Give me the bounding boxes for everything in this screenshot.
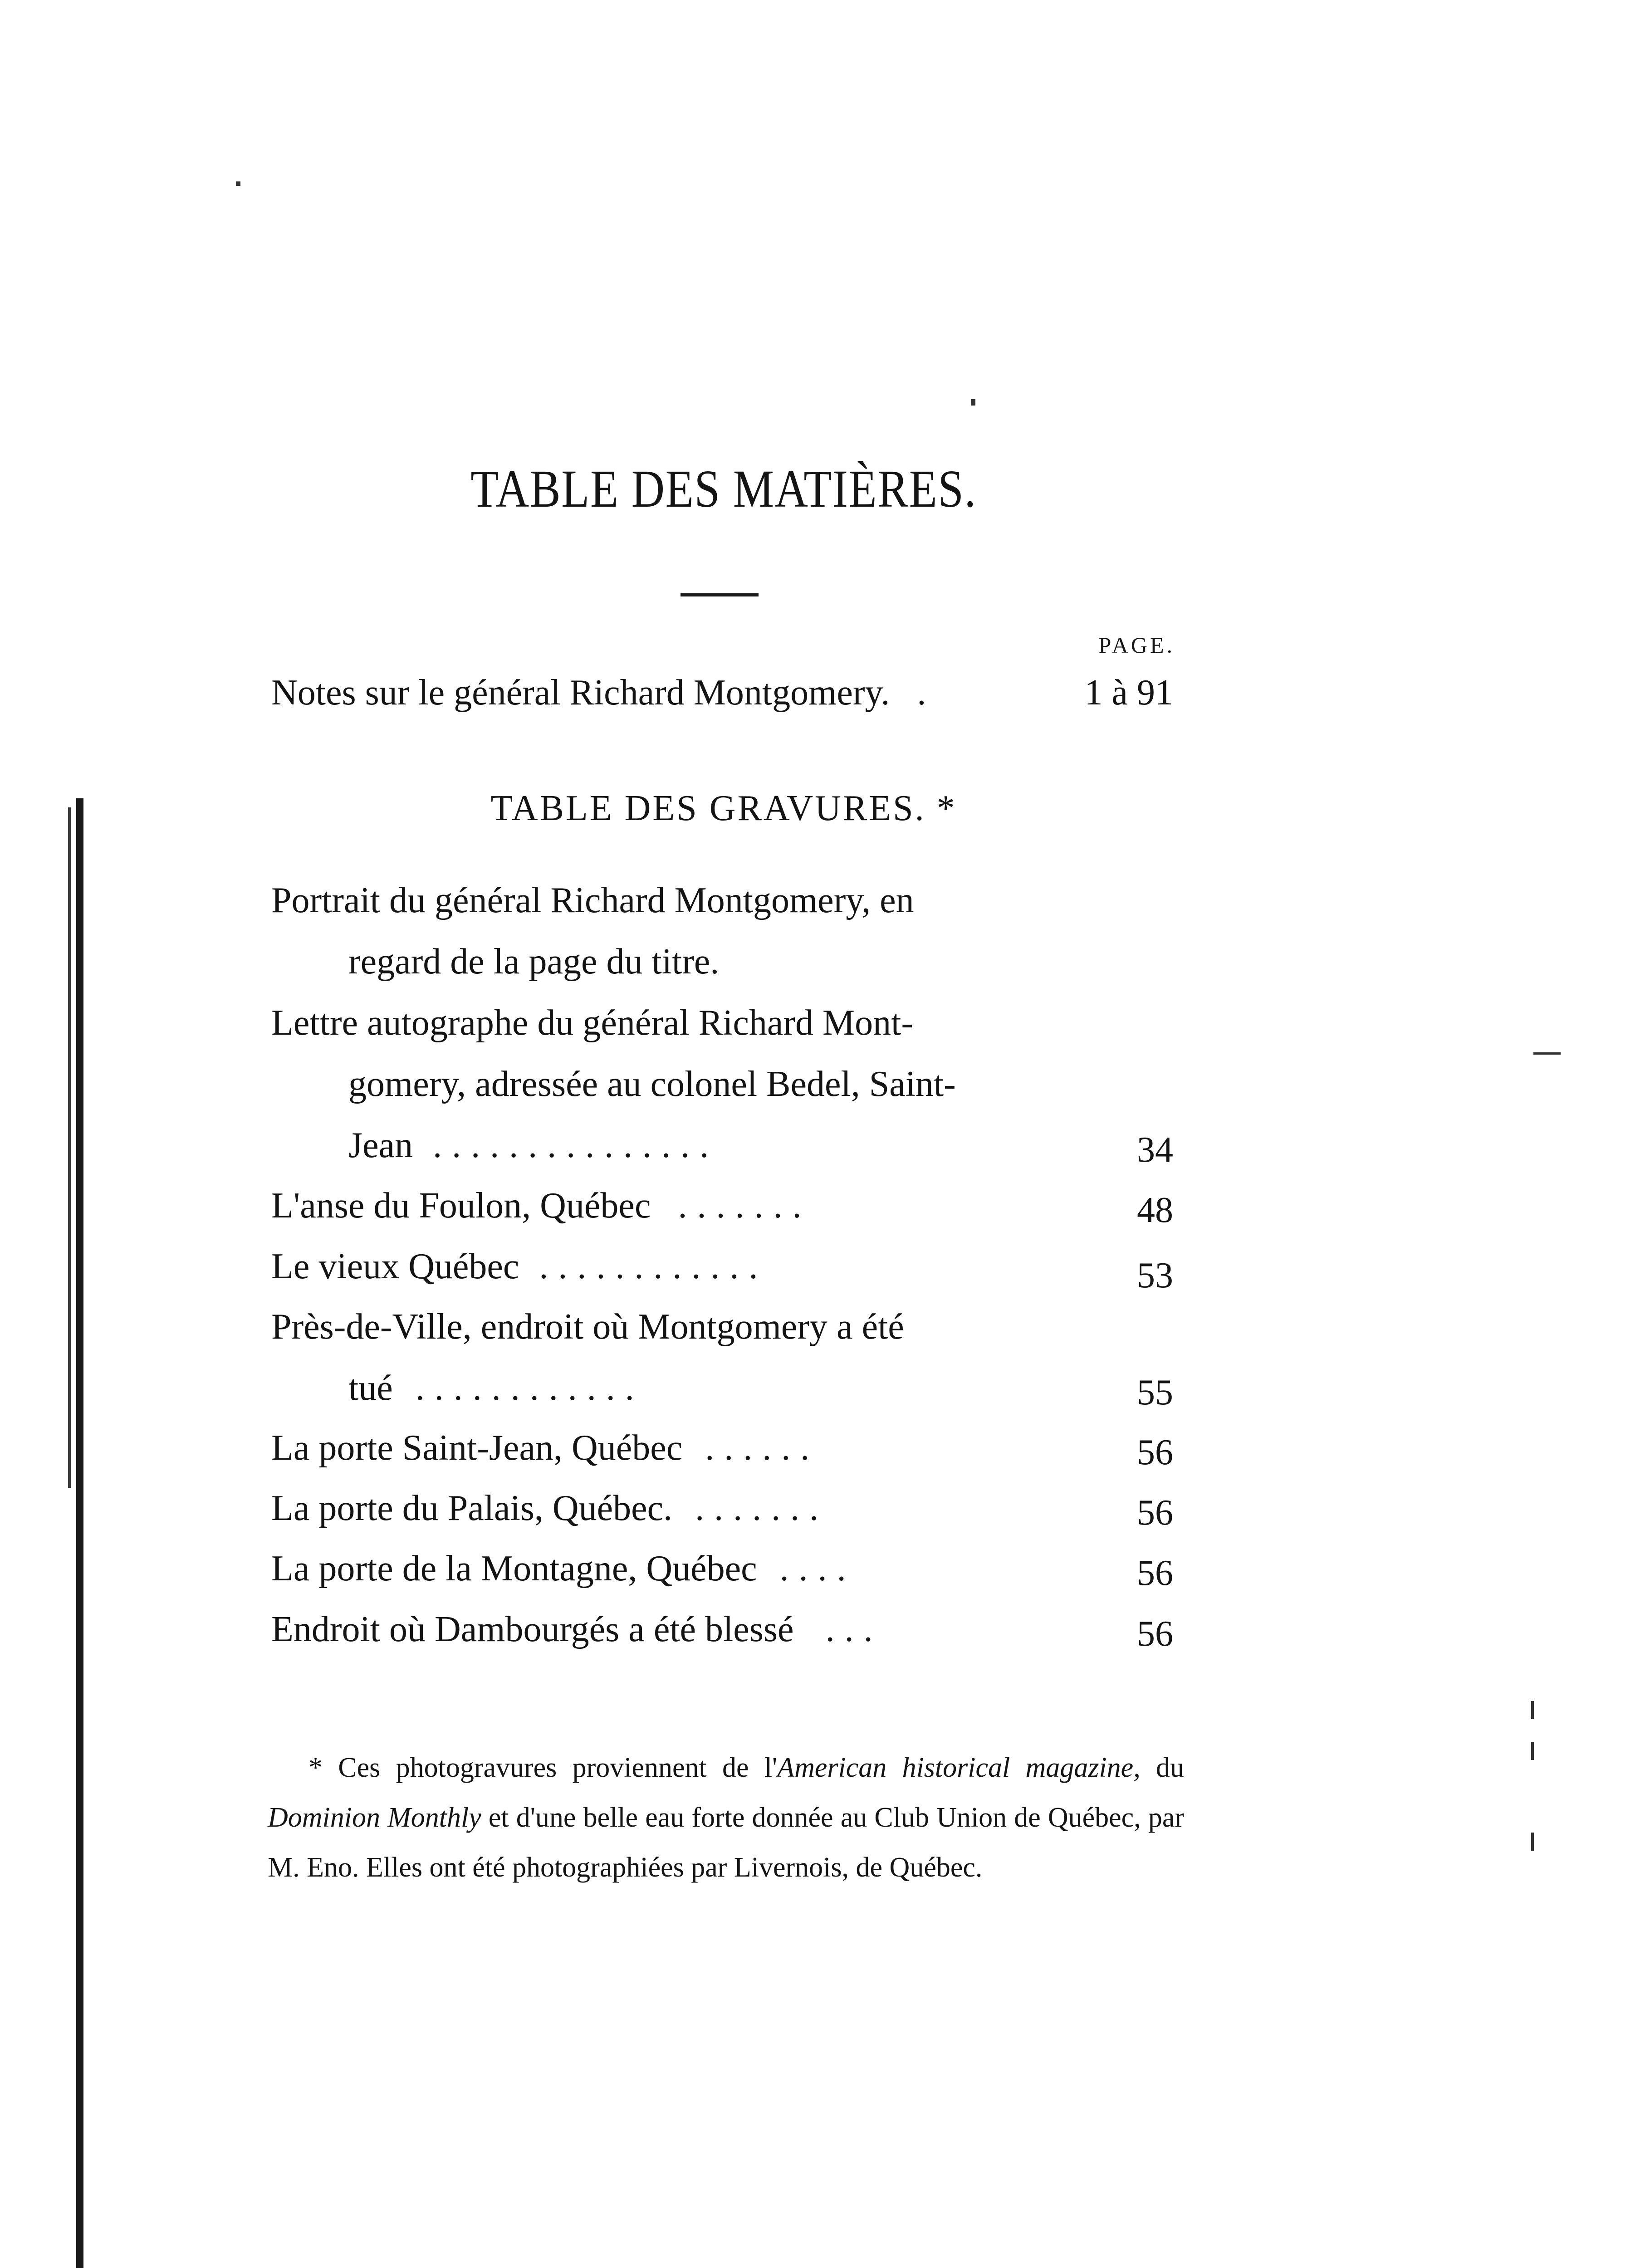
contents-entry-page: 1 à 91 (1084, 673, 1173, 713)
binding-edge-line-thin (68, 807, 71, 1488)
gravure-line: La porte du Palais, Québec. (271, 1488, 673, 1528)
title-rule (681, 593, 759, 596)
scan-mark (1531, 1701, 1534, 1719)
gravures-title: TABLE DES GRAVURES. * (490, 788, 957, 828)
gravure-page: 48 (1137, 1190, 1173, 1230)
footnote-text: du (1140, 1752, 1185, 1783)
contents-entry (271, 675, 936, 711)
leader-dots: ....... (695, 1488, 829, 1528)
scan-mark (1533, 1052, 1561, 1055)
gravure-entry (271, 1611, 883, 1647)
gravure-page: 56 (1137, 1493, 1173, 1533)
gravure-line: tué (348, 1368, 393, 1408)
scan-mark (1531, 1833, 1534, 1851)
gravure-entry-last-line (348, 1370, 644, 1406)
contents-entry-label: Notes sur le général Richard Montgomery. (271, 673, 890, 713)
leader-dots: ... (825, 1609, 883, 1649)
gravure-entry (271, 1490, 828, 1526)
gravure-page: 55 (1137, 1373, 1173, 1413)
gravure-line: Jean (348, 1125, 413, 1165)
gravure-line: L'anse du Foulon, Québec (271, 1186, 651, 1226)
gravure-entry-last-line (348, 1127, 719, 1163)
gravure-entry (271, 1550, 856, 1587)
gravure-line: Près-de-Ville, endroit où Montgomery a été (271, 1307, 904, 1347)
footnote (268, 1743, 1184, 1892)
gravure-entry (271, 1430, 819, 1466)
page-title: TABLE DES MATIÈRES. (470, 459, 977, 518)
footnote-text: et d'une belle eau forte donnée au Club Union de Québec, par M. Eno. Elles ont été photographiées par Livernois, de Québec. (268, 1802, 1184, 1883)
leader-dots: ............ (415, 1368, 644, 1408)
scan-mark (1531, 1742, 1534, 1760)
contents-entry-dots: . (917, 673, 936, 713)
gravure-page: 56 (1137, 1614, 1173, 1654)
leader-dots: ............... (433, 1125, 719, 1165)
leader-dots: ............ (539, 1246, 768, 1286)
gravure-line: regard de la page du titre. (348, 942, 720, 982)
leader-dots: ...... (705, 1428, 820, 1468)
footnote-italic-title: Dominion Monthly (268, 1802, 481, 1833)
gravure-entry (271, 1248, 768, 1285)
gravure-page: 34 (1137, 1130, 1173, 1170)
gravure-page: 56 (1137, 1432, 1173, 1472)
gravure-page: 53 (1137, 1256, 1173, 1295)
gravure-line: gomery, adressée au colonel Bedel, Saint- (348, 1064, 956, 1104)
gravure-line: La porte de la Montagne, Québec (271, 1549, 757, 1589)
page-column-label: PAGE. (1098, 632, 1175, 658)
binding-edge-line (76, 798, 83, 2268)
scan-mark (236, 181, 240, 186)
leader-dots: ....... (678, 1186, 812, 1226)
gravure-line: Portrait du général Richard Montgomery, en (271, 880, 914, 920)
scan-mark (971, 399, 975, 406)
gravure-page: 56 (1137, 1553, 1173, 1593)
gravure-line: Le vieux Québec (271, 1246, 519, 1286)
footnote-italic-title: American historical magazine, (777, 1752, 1141, 1783)
gravure-entry (271, 1188, 811, 1224)
leader-dots: .... (779, 1549, 856, 1589)
footnote-text: * Ces photogravures proviennent de l' (308, 1752, 778, 1783)
gravure-line: La porte Saint-Jean, Québec (271, 1428, 683, 1468)
gravure-line: Lettre autographe du général Richard Mont- (271, 1003, 913, 1043)
gravure-line: Endroit où Dambourgés a été blessé (271, 1609, 794, 1649)
